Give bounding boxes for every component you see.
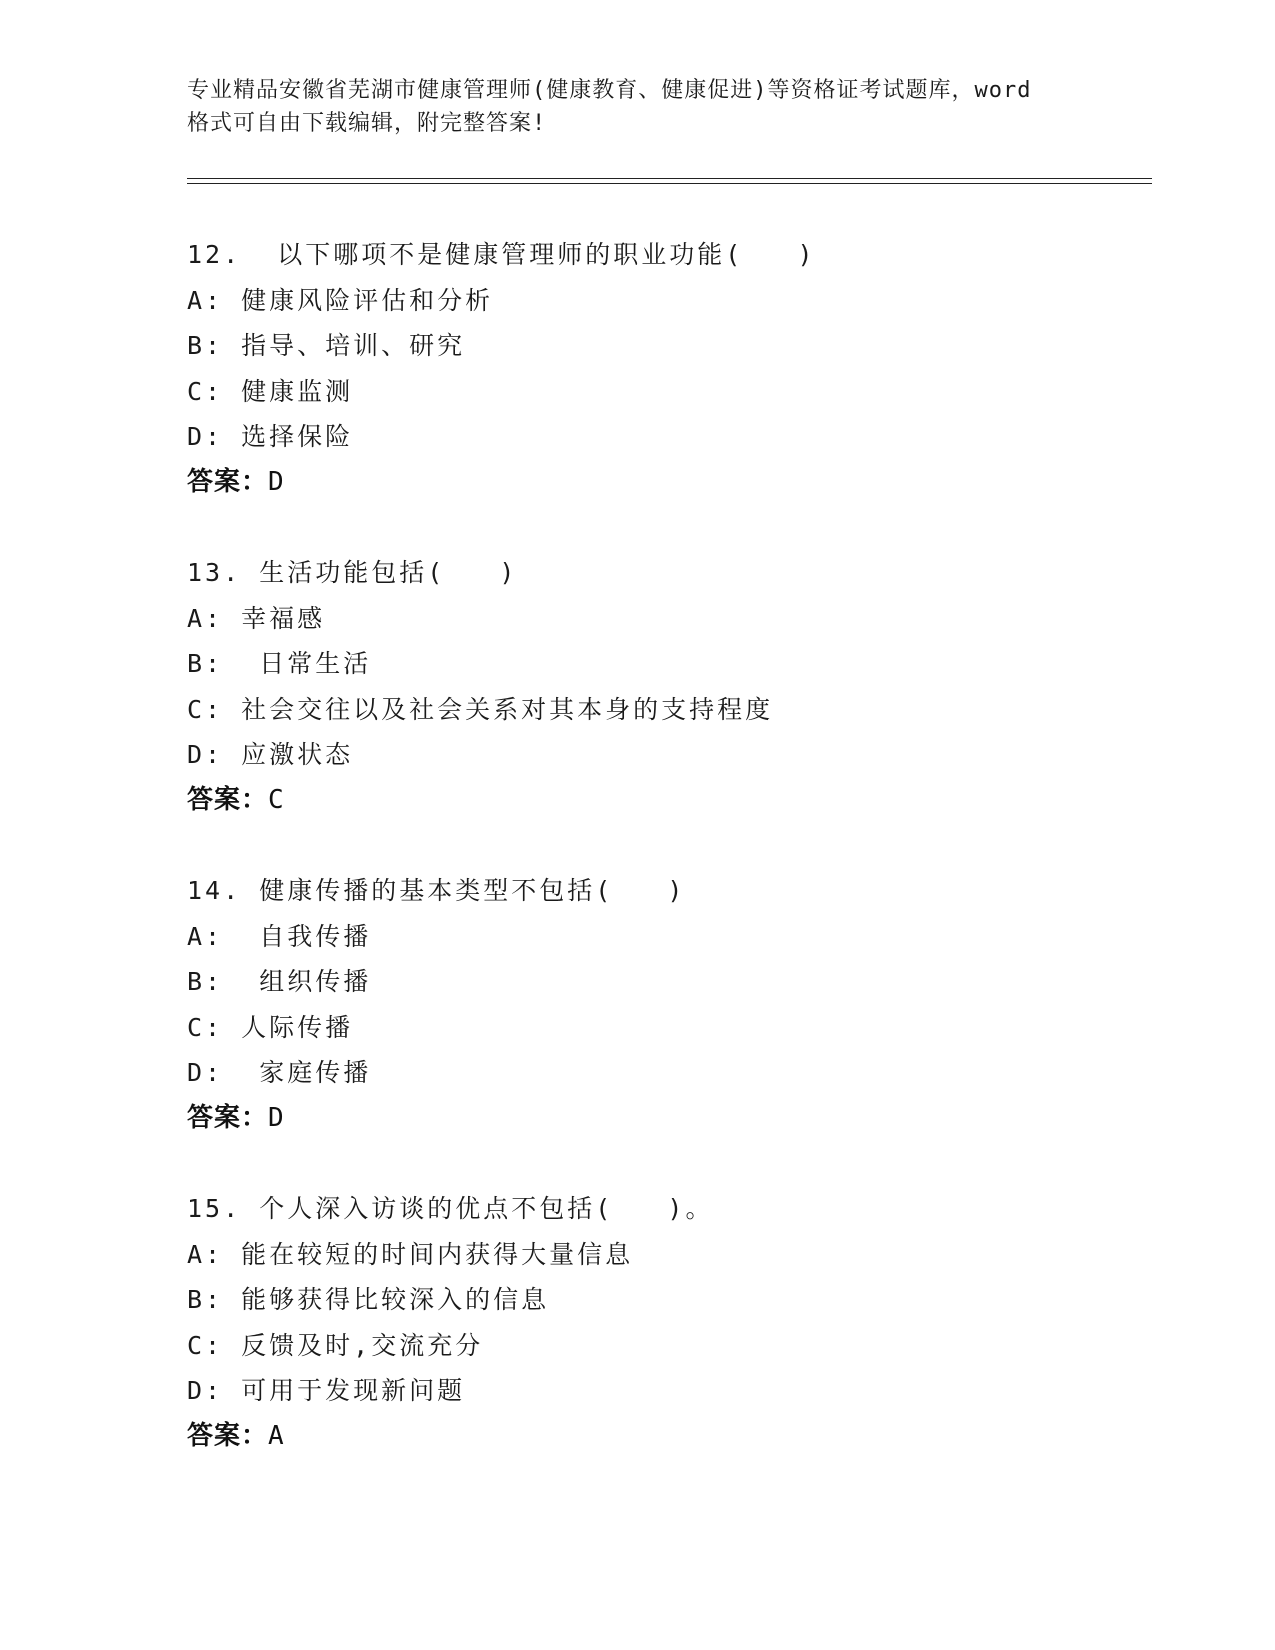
question-stem: 12. 以下哪项不是健康管理师的职业功能( ) bbox=[187, 240, 816, 269]
header-line-2: 格式可自由下载编辑，附完整答案! bbox=[187, 111, 547, 136]
option-c: C: 人际传播 bbox=[187, 1012, 354, 1042]
option-b: B: 指导、培训、研究 bbox=[187, 331, 466, 360]
option-b: B: 能够获得比较深入的信息 bbox=[187, 1285, 550, 1314]
question-12 bbox=[187, 232, 1147, 505]
answer bbox=[187, 778, 1147, 824]
answer bbox=[187, 1414, 1147, 1460]
option-d: D: 选择保险 bbox=[187, 422, 354, 451]
option-d: D: 家庭传播 bbox=[187, 1058, 372, 1087]
question-stem: 13. 生活功能包括( ) bbox=[187, 558, 518, 587]
answer bbox=[187, 1096, 1147, 1142]
answer-label: 答案： bbox=[187, 784, 269, 815]
answer-label: 答案： bbox=[187, 466, 269, 497]
question-14 bbox=[187, 868, 1147, 1141]
answer-label: 答案： bbox=[187, 1102, 269, 1133]
question-stem: 15. 个人深入访谈的优点不包括( )。 bbox=[187, 1194, 714, 1223]
answer-label: 答案： bbox=[187, 1420, 269, 1451]
option-b: B: 组织传播 bbox=[187, 967, 372, 996]
option-d: D: 应激状态 bbox=[187, 740, 354, 769]
option-c: C: 社会交往以及社会关系对其本身的支持程度 bbox=[187, 694, 774, 724]
option-c: C: 健康监测 bbox=[187, 376, 354, 406]
header-line-1: 专业精品安徽省芜湖市健康管理师(健康教育、健康促进)等资格证考试题库，word bbox=[187, 78, 1032, 103]
document-header bbox=[187, 74, 1087, 140]
option-a: A: 能在较短的时间内获得大量信息 bbox=[187, 1239, 634, 1269]
header-rule-top bbox=[187, 178, 1152, 179]
option-b: B: 日常生活 bbox=[187, 649, 372, 678]
option-c: C: 反馈及时,交流充分 bbox=[187, 1330, 484, 1360]
question-13 bbox=[187, 550, 1147, 823]
answer-value: A bbox=[268, 1420, 284, 1451]
answer-value: D bbox=[268, 1102, 284, 1133]
answer-value: D bbox=[268, 466, 284, 497]
option-a: A: 自我传播 bbox=[187, 921, 372, 951]
option-d: D: 可用于发现新问题 bbox=[187, 1376, 466, 1405]
option-a: A: 健康风险评估和分析 bbox=[187, 285, 494, 315]
question-stem: 14. 健康传播的基本类型不包括( ) bbox=[187, 876, 686, 905]
option-a: A: 幸福感 bbox=[187, 603, 326, 633]
question-15 bbox=[187, 1186, 1147, 1459]
answer-value: C bbox=[268, 784, 284, 815]
header-rule-bottom bbox=[187, 183, 1152, 184]
answer bbox=[187, 460, 1147, 506]
